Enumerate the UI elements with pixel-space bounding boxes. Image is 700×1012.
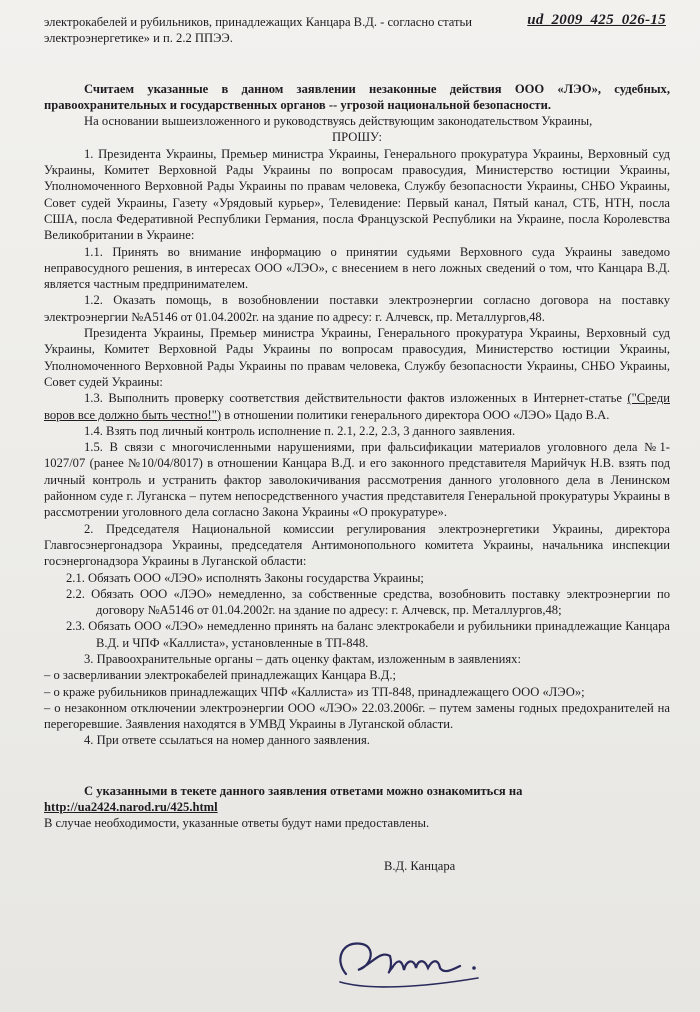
item-3-b: – о краже рубильников принадлежащих ЧПФ «Каллиста» из ТП-848, принадлежащего ООО «ЛЭО»; (44, 684, 585, 699)
item-1-4: 1.4. Взять под личный контроль исполнение п. 2.1, 2.2, 2.3, 3 данного заявления. (84, 423, 516, 438)
request-heading: ПРОШУ: (332, 130, 382, 145)
item-1-addressees: 1. Президента Украины, Премьер министра Украины, Генерального прокуратура Украины, Верховный суд Украины, Комитет Верховной Рады Украины по вопросам правосудия, Министерство юстиции Украины, Уполномоченного Верховной Рады Украины по правам человека, Службу безопасности Украины, СНБО Украины, Совет судей Украины, Газету «Урядовый курьер», Телевидение: Первый канал, Пятый канал, СТБ, НТН, посла США, посла Федеративной Республики Германия, посла Французской Республики на Украине, посла Королевства Великобритании в Украине: (44, 146, 670, 243)
item-1-2: 1.2. Оказать помощь, в возобновлении поставки электроэнергии согласно договора на поставку электроэнергии №А5146 от 01.04.2002г. на здание по адресу: г. Алчевск, пр. Металлургов,48. (44, 293, 670, 324)
handwritten-signature (328, 930, 488, 1000)
answers-provided: В случае необходимости, указанные ответы будут нами предоставлены. (44, 816, 430, 831)
signer-name: В.Д. Канцара (384, 858, 456, 873)
basis-paragraph: На основании вышеизложенного и руководствуясь действующим законодательством Украины, (84, 114, 593, 129)
document-id: ud_2009_425_026-15 (527, 12, 666, 28)
item-1-5: 1.5. В связи с многочисленными нарушениями, при фальсификации материалов уголовного дела №1-1027/07 (ранее №10/04/8017) в отношении Канцара В.Д. и его законного представителя Марийчук Н.В. взять под личный контроль и устранить фактор заволокичивания рассмотрения данного уголовного дела в Ленинском районном суде г. Луганска – путем непосредственного участия представителя Генеральной прокуратуры Украины в рассмотрении уголовного дела согласно Закона Украины «О прокуратуре». (44, 440, 670, 520)
item-1-3-text-b: в отношении политики генерального директора ООО «ЛЭО» Цадо В.А. (224, 407, 610, 422)
item-2-3: 2.3. Обязать ООО «ЛЭО» немедленно принять на баланс электрокабели и рубильники принадлежащие Канцара В.Д. и ЧПФ «Каллиста», установленные в ТП-848. (66, 619, 670, 650)
item-1-3-text-a: 1.3. Выполнить проверку соответствия действительности фактов изложенных в Интернет-статье (84, 391, 622, 406)
item-2-addressees: 2. Председателя Национальной комиссии регулирования электроэнергетики Украины, директора Главгосэнергонадзора Украины, председателя Антимонопольного комитета Украины, начальника инспекции госэнергонадзора Украины в Луганской области: (44, 521, 670, 569)
item-1-3 (44, 390, 670, 423)
statement-paragraph: Считаем указанные в данном заявлении незаконные действия ООО «ЛЭО», судебных, правоохранительных и государственных органов -- угрозой национальной безопасности. (44, 81, 670, 112)
item-3-a: – о засверливании электрокабелей принадлежащих Канцара В.Д.; (44, 668, 397, 683)
intro-line-1: электрокабелей и рубильников, принадлежащих Канцара В.Д. - согласно статьи (44, 15, 473, 29)
article-link[interactable]: ("Среди воров все должно быть честно!") (44, 391, 670, 422)
item-2-2: 2.2. Обязать ООО «ЛЭО» немедленно, за собственные средства, возобновить поставку электроэнергии по договору №А5146 от 01.04.2002г. на здание по адресу: г. Алчевск, пр. Металлургов,48; (66, 586, 670, 618)
item-1-1: 1.1. Принять во внимание информацию о принятии судьями Верховного суда Украины заведомо неправосудного решения, в интересах ООО «ЛЭО», с внесением в него ложных сведений о том, что Канцара В.Д. является частным предпринимателем. (44, 244, 670, 292)
addressees-2: Президента Украины, Премьер министра Украины, Генерального прокуратура Украины, Верховный суд Украины, Комитет Верховной Рады Украины по вопросам правосудия, Министерство юстиции Украины, Уполномоченного Верховной Рады Украины по правам человека, Службу безопасности Украины, СНБО Украины, Совет судей Украины: (44, 326, 670, 389)
item-3: 3. Правоохранительные органы – дать оценку фактам, изложенным в заявлениях: (84, 651, 521, 666)
item-2-1: 2.1. Обязать ООО «ЛЭО» исполнять Законы государства Украины; (66, 570, 424, 585)
item-4: 4. При ответе ссылаться на номер данного заявления. (84, 733, 370, 748)
intro-line-2: электроэнергетике» и п. 2.2 ППЭЭ. (44, 31, 233, 46)
item-3-c: – о незаконном отключении электроэнергии ООО «ЛЭО» 22.03.2006г. – путем замены годных предохранителей на перегоревшие. Заявления находятся в УМВД Украины в Луганской области. (44, 700, 670, 732)
answers-note: С указанными в текете данного заявления ответами можно ознакомиться на (84, 783, 523, 798)
answers-url-link[interactable]: http://ua2424.narod.ru/425.html (44, 800, 218, 815)
